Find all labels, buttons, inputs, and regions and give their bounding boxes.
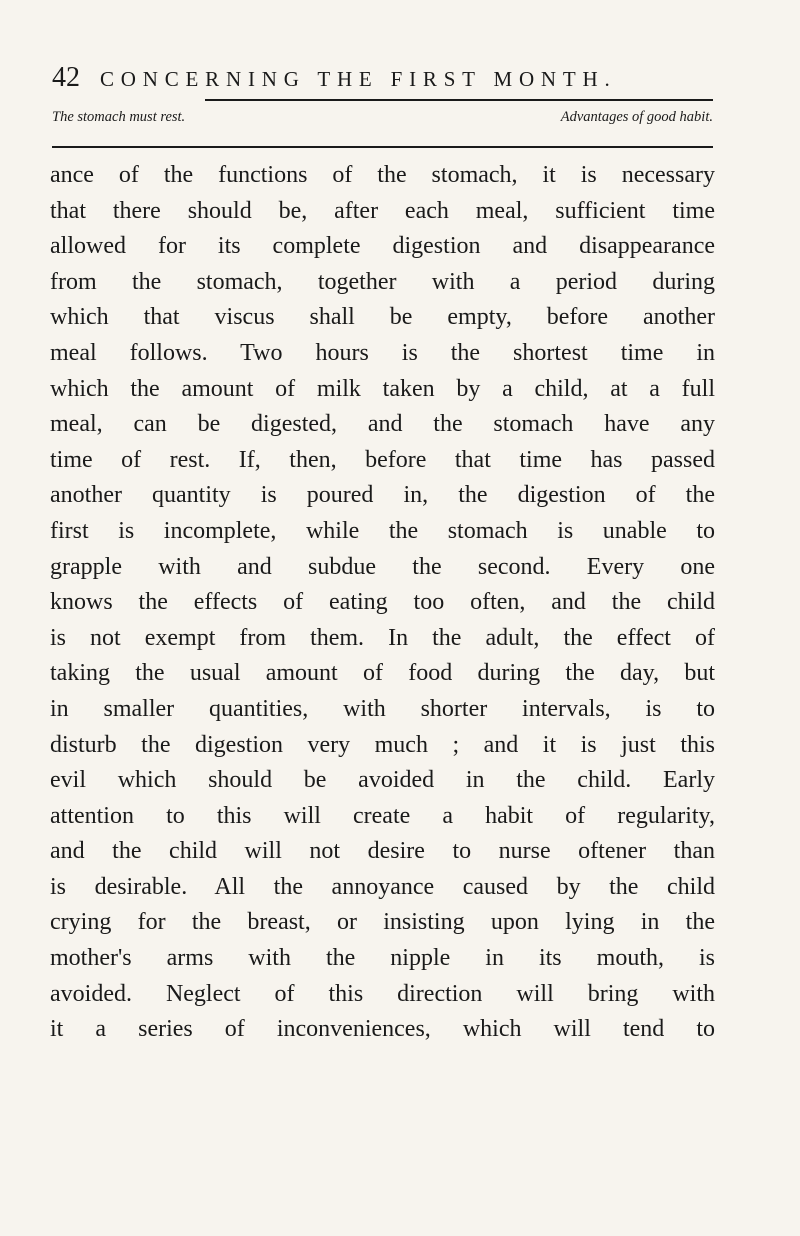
header-top-rule [205,99,713,101]
text-line: evil which should be avoided in the child. Early [50,767,715,794]
text-line: meal, can be digested, and the stomach have any [50,411,715,438]
body-text [50,158,715,1048]
page-number: 42 [52,62,80,93]
text-line: time of rest. If, then, before that time has passed [50,446,715,473]
running-title: CONCERNING THE FIRST MONTH. [100,67,617,91]
text-line: from the stomach, together with a period during [50,268,715,295]
right-sidehead: Advantages of good habit. [560,109,713,125]
text-line: another quantity is poured in, the digestion of the [50,482,715,509]
running-head [52,62,742,94]
text-line: it a series of inconveniences, which will tend to [50,1016,715,1043]
text-line: ance of the functions of the stomach, it is necessary [50,162,715,188]
text-line: crying for the breast, or insisting upon lying in the [50,909,715,936]
text-line: which that viscus shall be empty, before another [50,304,715,331]
text-line: taking the usual amount of food during the day, but [50,660,715,687]
side-heads [52,109,713,126]
text-line: in smaller quantities, with shorter intervals, is to [50,695,715,722]
left-sidehead: The stomach must rest. [52,109,186,125]
text-line: disturb the digestion very much ; and it is just this [50,731,715,758]
text-line: meal follows. Two hours is the shortest time in [50,339,715,366]
text-line: grapple with and subdue the second. Every one [50,553,715,580]
text-line: first is incomplete, while the stomach is unable to [50,517,715,544]
text-line: mother's arms with the nipple in its mouth, is [50,945,715,972]
text-line: avoided. Neglect of this direction will bring with [50,980,715,1007]
text-line: is desirable. All the annoyance caused by the child [50,873,715,900]
header-bottom-rule [52,146,713,148]
text-line: is not exempt from them. In the adult, the effect of [50,624,715,651]
text-line: knows the effects of eating too often, and the child [50,589,715,616]
text-line: attention to this will create a habit of regularity, [50,802,715,829]
text-line: that there should be, after each meal, sufficient time [50,197,715,224]
text-line: and the child will not desire to nurse oftener than [50,838,715,865]
text-line: which the amount of milk taken by a child, at a full [50,375,715,402]
text-line: allowed for its complete digestion and disappearance [50,233,715,260]
